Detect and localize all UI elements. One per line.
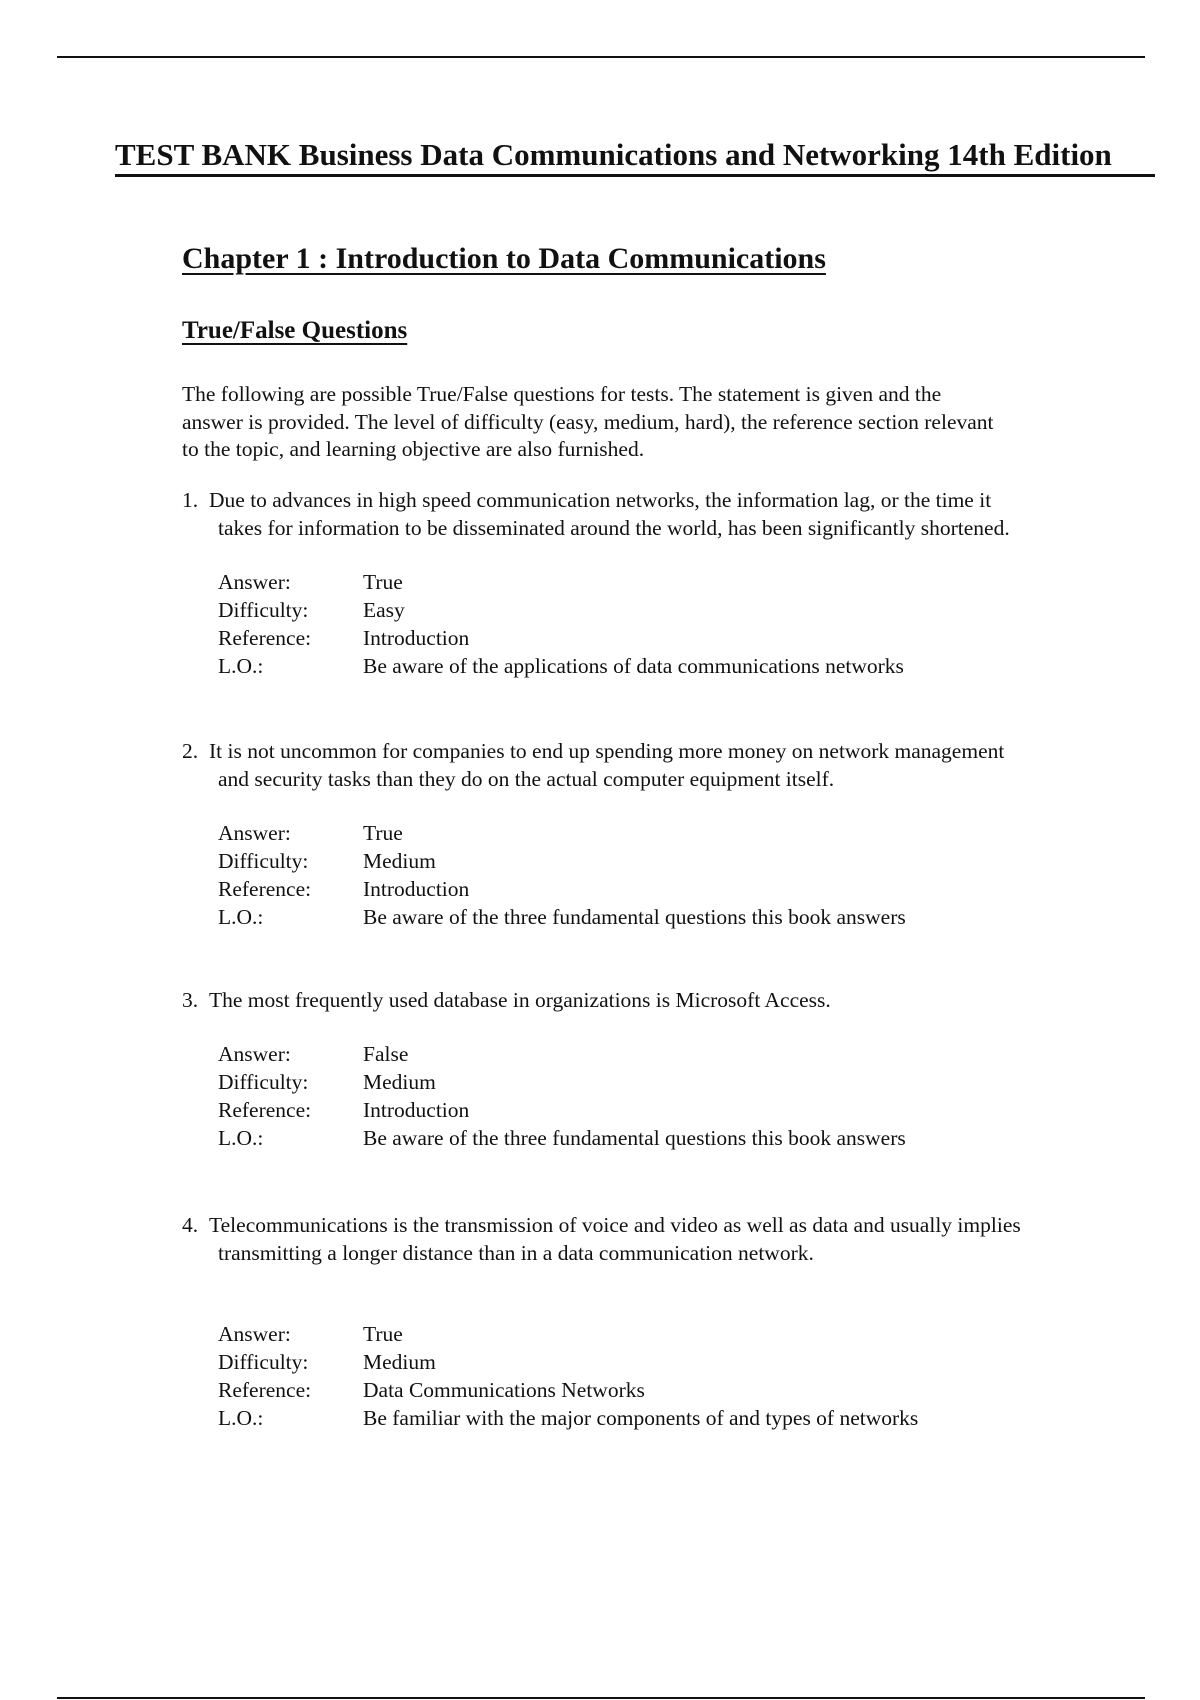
- question-meta: [218, 568, 1142, 680]
- intro-line: The following are possible True/False questions for tests. The statement is given and the: [182, 382, 942, 406]
- intro-paragraph: [182, 381, 1112, 464]
- reference-row: [218, 875, 1142, 903]
- bottom-rule: [57, 1697, 1145, 1699]
- chapter-title: Chapter 1 : Introduction to Data Communications: [182, 242, 826, 275]
- answer-label: Answer:: [218, 821, 291, 845]
- answer-row: [218, 1320, 1142, 1348]
- reference-label: Reference:: [218, 1098, 312, 1122]
- lo-label: L.O.:: [218, 905, 264, 929]
- answer-row: [218, 819, 1142, 847]
- question-item: [182, 1211, 1142, 1432]
- difficulty-value: Medium: [363, 1070, 436, 1094]
- reference-value: Data Communications Networks: [363, 1378, 645, 1402]
- reference-value: Introduction: [363, 1098, 470, 1122]
- question-stem: [182, 986, 1142, 1014]
- top-rule: [57, 56, 1145, 58]
- difficulty-row: [218, 1348, 1142, 1376]
- section-title: True/False Questions: [182, 317, 408, 344]
- difficulty-value: Easy: [363, 598, 405, 622]
- question-number: 2.: [182, 739, 199, 763]
- intro-line: answer is provided. The level of difficulty (easy, medium, hard), the reference section relevant: [182, 409, 994, 434]
- reference-row: [218, 1376, 1142, 1404]
- reference-label: Reference:: [218, 1378, 312, 1402]
- reference-label: Reference:: [218, 626, 312, 650]
- difficulty-label: Difficulty:: [218, 1070, 309, 1094]
- question-item: [182, 737, 1142, 931]
- difficulty-label: Difficulty:: [218, 598, 309, 622]
- lo-row: [218, 903, 1142, 931]
- reference-value: Introduction: [363, 877, 470, 901]
- reference-row: [218, 1096, 1142, 1124]
- reference-row: [218, 624, 1142, 652]
- question-number: 1.: [182, 488, 199, 512]
- lo-label: L.O.:: [218, 1406, 264, 1430]
- difficulty-label: Difficulty:: [218, 849, 309, 873]
- question-text-line: takes for information to be disseminated around the world, has been significantly shortened.: [218, 516, 1010, 540]
- question-stem: [182, 1211, 1142, 1267]
- difficulty-value: Medium: [363, 1350, 436, 1374]
- intro-line: to the topic, and learning objective are also furnished.: [182, 437, 645, 461]
- question-meta: [218, 1320, 1142, 1432]
- question-stem: [182, 486, 1142, 542]
- difficulty-label: Difficulty:: [218, 1350, 309, 1374]
- question-number: 4.: [182, 1213, 199, 1237]
- lo-value: Be familiar with the major components of and types of networks: [363, 1406, 919, 1430]
- question-number: 3.: [182, 988, 199, 1012]
- question-text-line: Telecommunications is the transmission of voice and video as well as data and usually implies: [209, 1213, 1021, 1237]
- difficulty-row: [218, 1068, 1142, 1096]
- lo-row: [218, 652, 1142, 680]
- lo-row: [218, 1124, 1142, 1152]
- lo-row: [218, 1404, 1142, 1432]
- answer-value: False: [363, 1042, 409, 1066]
- reference-label: Reference:: [218, 877, 312, 901]
- question-item: [182, 486, 1142, 680]
- question-text-line: transmitting a longer distance than in a data communication network.: [218, 1241, 814, 1265]
- question-text-line: Due to advances in high speed communication networks, the information lag, or the time it: [209, 488, 992, 512]
- question-meta: [218, 1040, 1142, 1152]
- question-meta: [218, 819, 1142, 931]
- lo-value: Be aware of the three fundamental questions this book answers: [363, 905, 906, 929]
- answer-label: Answer:: [218, 1322, 291, 1346]
- question-stem: [182, 737, 1142, 793]
- difficulty-row: [218, 596, 1142, 624]
- question-text-line: The most frequently used database in organizations is Microsoft Access.: [209, 988, 831, 1012]
- question-text-line: It is not uncommon for companies to end up spending more money on network management: [209, 739, 1005, 763]
- answer-value: True: [363, 1322, 403, 1346]
- lo-value: Be aware of the three fundamental questions this book answers: [363, 1126, 906, 1150]
- question-text-line: and security tasks than they do on the actual computer equipment itself.: [218, 767, 835, 791]
- question-item: [182, 986, 1142, 1152]
- lo-value: Be aware of the applications of data communications networks: [363, 654, 904, 678]
- difficulty-row: [218, 847, 1142, 875]
- answer-label: Answer:: [218, 570, 291, 594]
- lo-label: L.O.:: [218, 654, 264, 678]
- answer-value: True: [363, 570, 403, 594]
- answer-row: [218, 1040, 1142, 1068]
- answer-label: Answer:: [218, 1042, 291, 1066]
- difficulty-value: Medium: [363, 849, 436, 873]
- lo-label: L.O.:: [218, 1126, 264, 1150]
- document-title: TEST BANK Business Data Communications and Networking 14th Edition: [115, 136, 1155, 177]
- answer-value: True: [363, 821, 403, 845]
- answer-row: [218, 568, 1142, 596]
- reference-value: Introduction: [363, 626, 470, 650]
